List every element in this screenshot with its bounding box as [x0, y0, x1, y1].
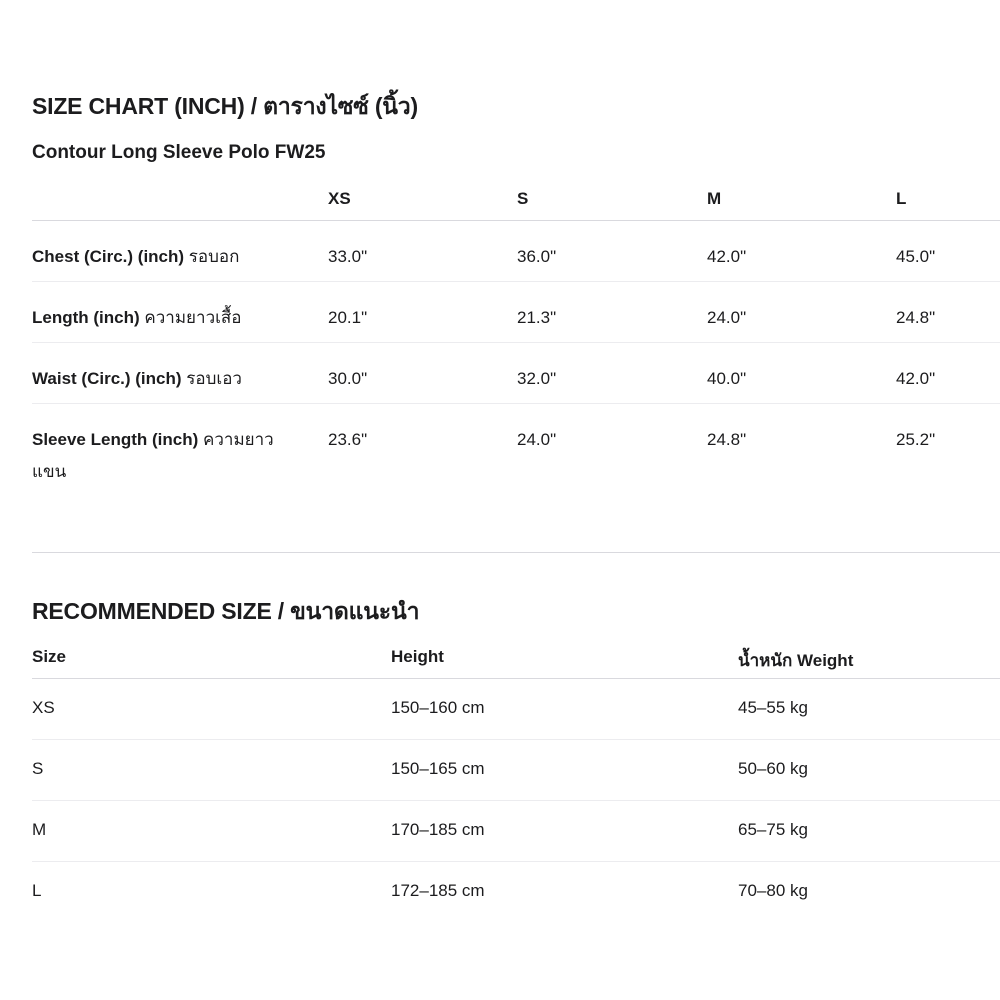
table-cell: 36.0" [517, 247, 557, 266]
size-chart-title: SIZE CHART (INCH) / ตารางไซซ์ (นิ้ว) [32, 93, 418, 119]
row-label-length [32, 302, 282, 334]
row-label-text: Waist (Circ.) (inch) [32, 369, 182, 388]
column-header-weight: น้ำหนัก Weight [738, 651, 854, 670]
size-chart-table [32, 180, 1000, 486]
column-header-height: Height [391, 647, 444, 666]
column-header-size: Size [32, 647, 67, 666]
table-row [32, 862, 1000, 922]
table-cell: 42.0" [896, 369, 936, 388]
table-row-chest [32, 221, 1000, 282]
row-label-thai: ความยาวแขน [32, 430, 274, 481]
table-cell: 42.0" [707, 247, 747, 266]
size-header-l: L [896, 189, 907, 208]
table-cell: 150–165 cm [391, 759, 485, 778]
table-cell: L [32, 881, 42, 900]
table-row [32, 740, 1000, 801]
size-chart-header-row [32, 180, 1000, 221]
table-cell: 24.0" [517, 430, 557, 449]
table-cell: 172–185 cm [391, 881, 485, 900]
table-cell: 50–60 kg [738, 759, 808, 778]
row-label-chest [32, 241, 282, 273]
row-label-text: Length (inch) [32, 308, 140, 327]
table-row [32, 679, 1000, 740]
recommended-size-title: RECOMMENDED SIZE / ขนาดแนะนำ [32, 598, 420, 624]
section-divider [32, 552, 1000, 553]
size-header-m: M [707, 189, 722, 208]
table-cell: 23.6" [328, 430, 368, 449]
row-label-sleeve [32, 424, 282, 488]
table-cell: 40.0" [707, 369, 747, 388]
table-cell: 21.3" [517, 308, 557, 327]
table-cell: 70–80 kg [738, 881, 808, 900]
table-cell: 33.0" [328, 247, 368, 266]
row-label-thai: ความยาวเสื้อ [144, 308, 242, 327]
table-cell: 45.0" [896, 247, 936, 266]
product-name: Contour Long Sleeve Polo FW25 [32, 142, 326, 163]
table-cell: 65–75 kg [738, 820, 808, 839]
size-header-xs: XS [328, 189, 351, 208]
recommended-header-row [32, 640, 1000, 679]
size-header-s: S [517, 189, 529, 208]
table-cell: 24.0" [707, 308, 747, 327]
table-cell: M [32, 820, 47, 839]
recommended-size-table [32, 640, 1000, 922]
table-cell: 170–185 cm [391, 820, 485, 839]
table-row [32, 801, 1000, 862]
table-cell: 32.0" [517, 369, 557, 388]
row-label-waist [32, 363, 282, 395]
table-cell: 45–55 kg [738, 698, 808, 717]
table-row-sleeve [32, 404, 1000, 486]
table-cell: 30.0" [328, 369, 368, 388]
table-cell: XS [32, 698, 55, 717]
table-row-length [32, 282, 1000, 343]
row-label-thai: รอบเอว [186, 369, 242, 388]
row-label-text: Chest (Circ.) (inch) [32, 247, 185, 266]
row-label-text: Sleeve Length (inch) [32, 430, 199, 449]
table-cell: S [32, 759, 44, 778]
table-cell: 20.1" [328, 308, 368, 327]
row-label-thai: รอบอก [188, 247, 240, 266]
table-cell: 24.8" [707, 430, 747, 449]
table-cell: 150–160 cm [391, 698, 485, 717]
table-cell: 25.2" [896, 430, 936, 449]
table-cell: 24.8" [896, 308, 936, 327]
table-row-waist [32, 343, 1000, 404]
